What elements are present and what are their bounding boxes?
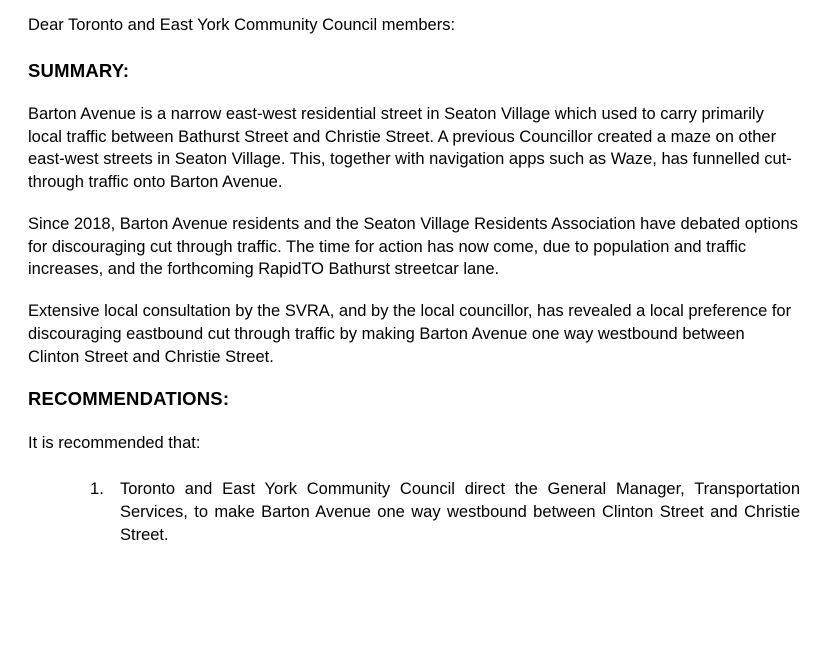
recommendations-list <box>28 478 800 546</box>
list-item: Toronto and East York Community Council direct the General Manager, Transportation Services, to make Barton Avenue one way westbound between Clinton Street and Christie Street. <box>120 480 800 544</box>
summary-heading: SUMMARY: <box>28 59 130 81</box>
summary-paragraph-3: Extensive local consultation by the SVRA, and by the local councillor, has revealed a local preference for discouraging eastbound cut through traffic by making Barton Avenue one way westbound between Clinton Street and Christie Street. <box>28 302 792 366</box>
recommendations-heading: RECOMMENDATIONS: <box>28 388 230 410</box>
salutation: Dear Toronto and East York Community Council members: <box>28 16 456 34</box>
summary-paragraph-1: Barton Avenue is a narrow east-west residential street in Seaton Village which used to carry primarily local traffic between Bathurst Street and Christie Street. A previous Councillor created a maze on other east-west streets in Seaton Village. This, together with navigation apps such as Waze, has funnelled cut-through traffic onto Barton Avenue. <box>28 104 792 192</box>
summary-paragraph-2: Since 2018, Barton Avenue residents and the Seaton Village Residents Association have debated options for discouraging cut through traffic. The time for action has now come, due to population and traffic increases, and the forthcoming RapidTO Bathurst streetcar lane. <box>28 214 798 279</box>
recommendations-lead-in: It is recommended that: <box>28 433 201 452</box>
